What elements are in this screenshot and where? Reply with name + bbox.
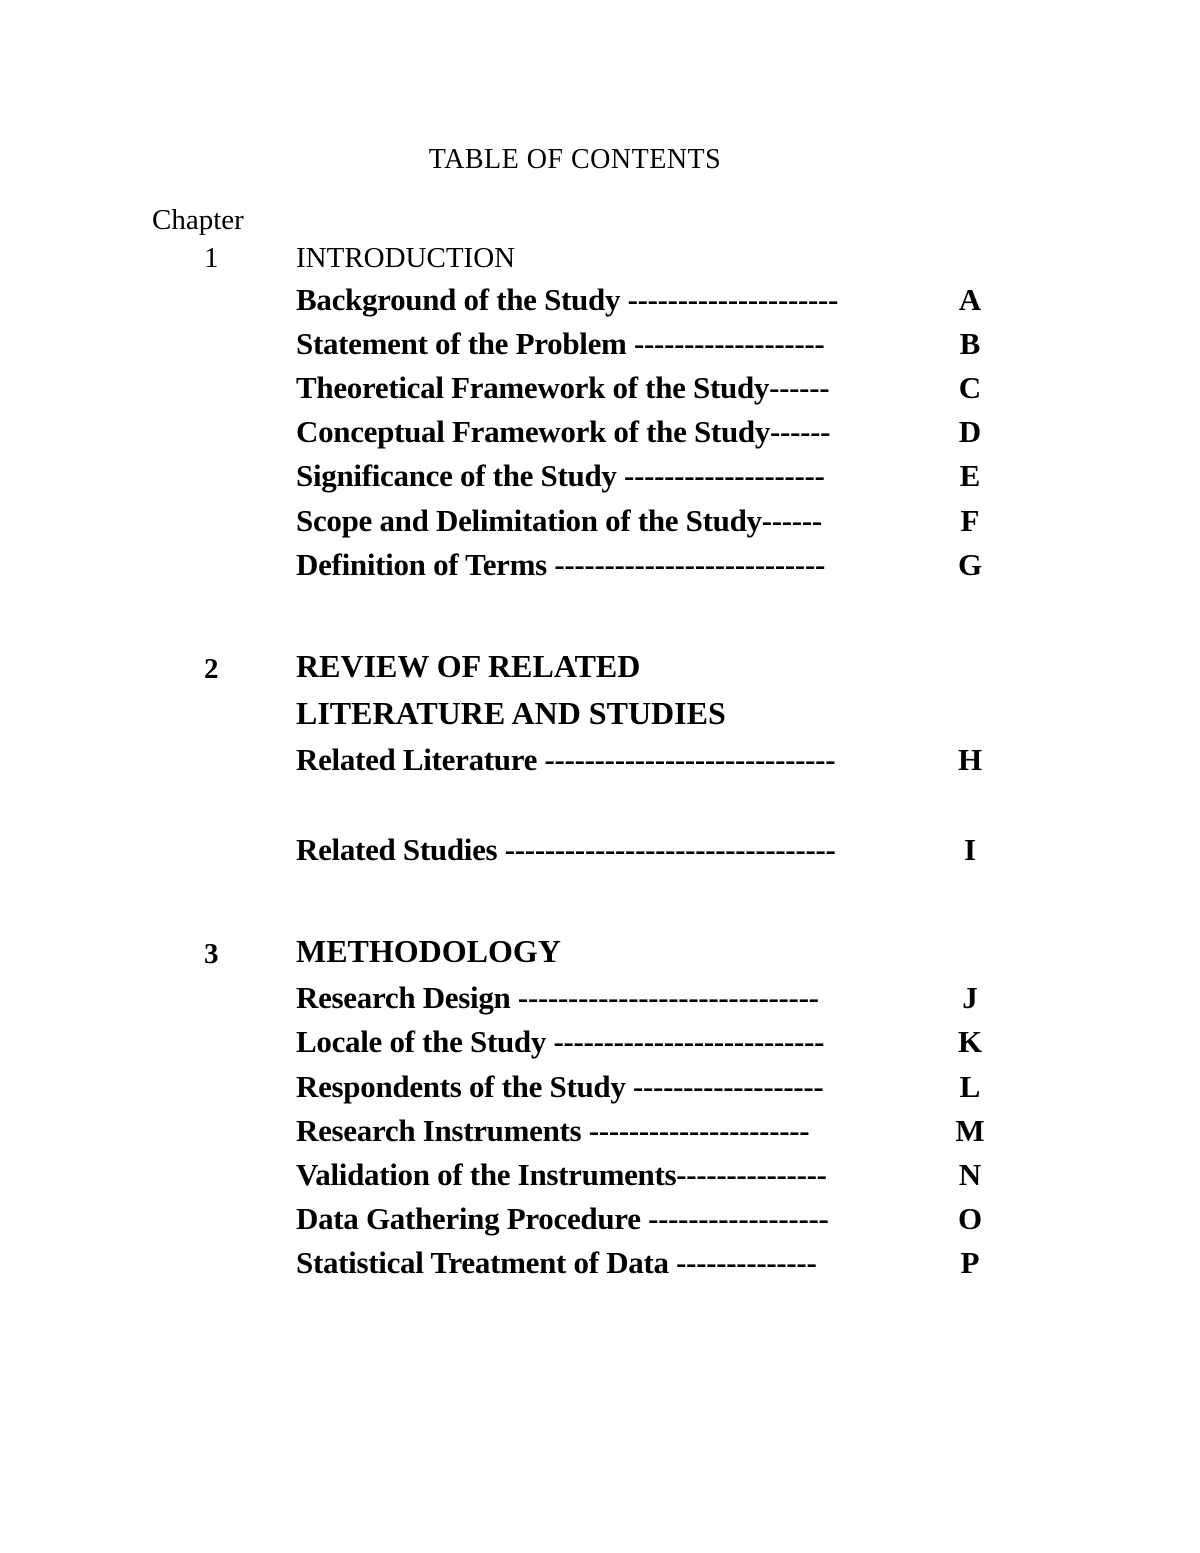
toc-entry-text: Conceptual Framework of the Study------ [296, 414, 831, 449]
toc-entry-text: Research Instruments ---------------------- [296, 1113, 810, 1148]
chapter-2-number: 2 [204, 653, 219, 685]
toc-entry-page: F [960, 503, 980, 538]
toc-entry-page: H [957, 742, 983, 777]
toc-entry-text: Research Design ------------------------------ [296, 980, 819, 1015]
toc-entry-page: B [959, 326, 981, 361]
toc-entry-text: Background of the Study --------------------- [296, 282, 839, 317]
toc-entry-page: J [962, 980, 978, 1015]
toc-entry-page: L [959, 1069, 981, 1104]
toc-entry-text: Respondents of the Study ------------------- [296, 1069, 824, 1104]
page-title: TABLE OF CONTENTS [428, 144, 722, 175]
toc-entry-text: Data Gathering Procedure ------------------ [296, 1201, 829, 1236]
toc-entry-page: E [959, 458, 981, 493]
chapter-3-title: METHODOLOGY [296, 933, 561, 969]
toc-entry-page: D [958, 414, 982, 449]
chapter-header: Chapter [152, 204, 244, 236]
toc-entry-text: Statistical Treatment of Data -------------- [296, 1245, 817, 1280]
toc-entry-text: Validation of the Instruments--------------- [296, 1157, 827, 1192]
toc-entry-page: C [958, 370, 982, 405]
toc-entry-text: Related Literature ----------------------------- [296, 742, 836, 777]
toc-entry-page: G [957, 547, 983, 582]
toc-entry-text: Statement of the Problem ------------------- [296, 326, 825, 361]
toc-entry-page: M [955, 1113, 985, 1148]
toc-entry-page: N [958, 1157, 982, 1192]
toc-entry-text: Significance of the Study -------------------- [296, 458, 825, 493]
toc-entry-page: I [963, 832, 977, 867]
chapter-3-number: 3 [204, 938, 219, 970]
toc-entry-text: Theoretical Framework of the Study------ [296, 370, 830, 405]
chapter-2-title-line2: LITERATURE AND STUDIES [296, 695, 726, 731]
toc-entry-text: Definition of Terms --------------------------- [296, 547, 825, 582]
toc-entry-text: Locale of the Study --------------------------- [296, 1024, 825, 1059]
chapter-1-number: 1 [204, 242, 219, 274]
toc-entry-page: P [960, 1245, 980, 1280]
toc-entry-page: A [958, 282, 982, 317]
toc-entry-text: Scope and Delimitation of the Study------ [296, 503, 822, 538]
toc-entry-text: Related Studies --------------------------------- [296, 832, 836, 867]
toc-entry-page: O [957, 1201, 983, 1236]
toc-entry-page: K [957, 1024, 983, 1059]
chapter-1-title: INTRODUCTION [296, 242, 516, 274]
chapter-2-title-line1: REVIEW OF RELATED [296, 648, 641, 684]
